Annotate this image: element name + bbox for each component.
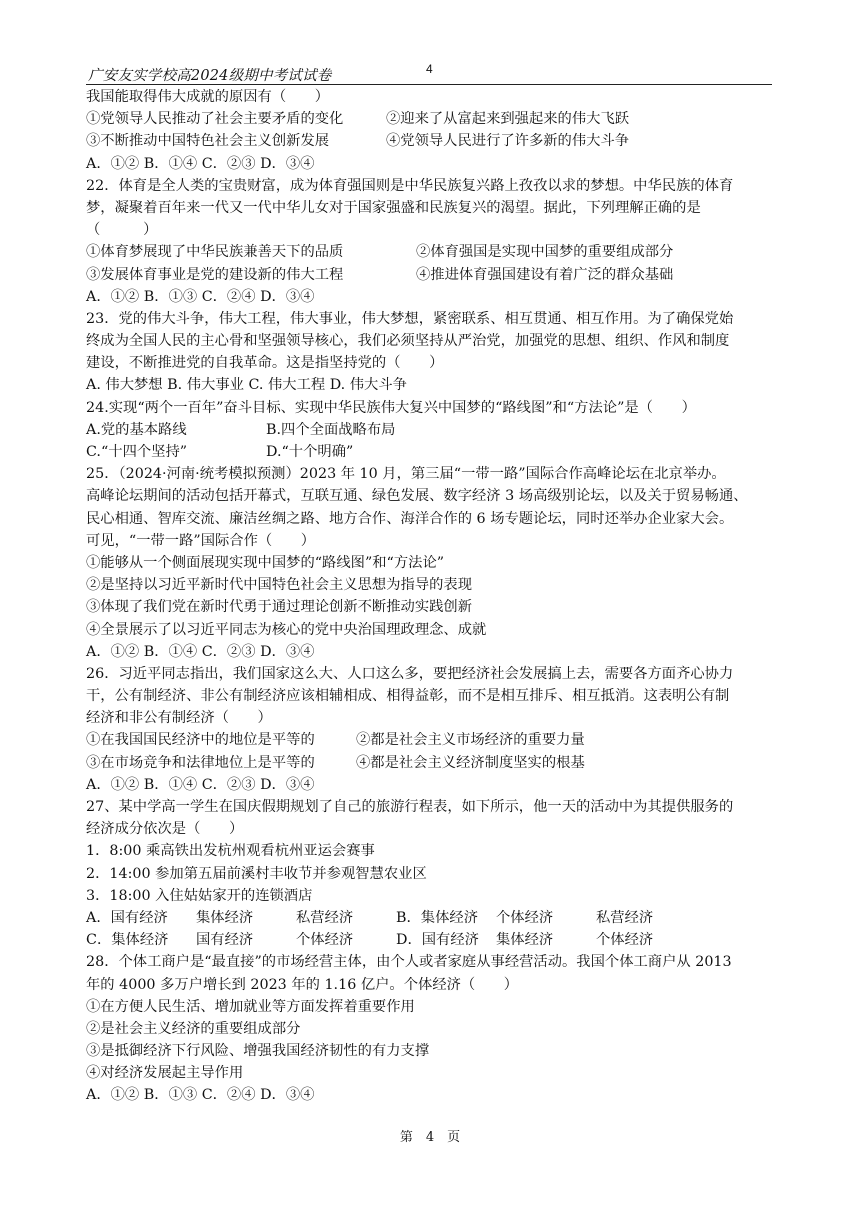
option-text: ①党领导人民推动了社会主要矛盾的变化	[86, 111, 344, 128]
option-text: ②都是社会主义市场经济的重要力量	[356, 732, 585, 749]
option-text: 个体经济	[596, 932, 654, 949]
text-line: A．①② B．①④ C．②③ D．③④	[86, 643, 315, 660]
text-line	[86, 130, 786, 152]
option-text: C.“十四个坚持”	[86, 444, 188, 460]
text-line: 23．党的伟大斗争，伟大工程，伟大事业，伟大梦想，紧密联系、相互贯通、相互作用。为了确保党始	[86, 310, 734, 327]
text-line	[86, 729, 786, 751]
text-line: ①在方便人民生活、增加就业等方面发挥着重要作用	[86, 998, 415, 1015]
text-line: ②是坚持以习近平新时代中国特色社会主义思想为指导的表现	[86, 577, 473, 594]
text-line	[86, 108, 786, 130]
text-line: ③体现了我们党在新时代勇于通过理论创新不断推动实践创新	[86, 599, 473, 616]
option-text: 私营经济	[596, 909, 654, 926]
page-header	[86, 60, 772, 85]
text-line: ③是抵御经济下行风险、增强我国经济韧性的有力支撑	[86, 1043, 430, 1060]
text-line	[86, 752, 786, 774]
text-line: 24.实现“两个一百年”奋斗目标、实现中华民族伟大复兴中国梦的“路线图”和“方法论”是（ ）	[86, 399, 696, 416]
text-line: ④全景展示了以习近平同志为核心的党中央治国理政理念、成就	[86, 621, 487, 638]
option-text: ②体育强国是实现中国梦的重要组成部分	[416, 244, 674, 261]
text-line: ①能够从一个侧面展现实现中国梦的“路线图”和“方法论”	[86, 554, 445, 571]
text-line: 27、某中学高一学生在国庆假期规划了自己的旅游行程表，如下所示，他一天的活动中为其提供服务的	[86, 799, 734, 815]
text-line: A．①② B．①④ C．②③ D．③④	[86, 155, 315, 172]
option-text: ②迎来了从富起来到强起来的伟大飞跃	[386, 111, 630, 128]
option-text: ①在我国国民经济中的地位是平等的	[86, 732, 315, 749]
text-line: （ ）	[86, 222, 158, 239]
option-text: 集体经济	[496, 932, 554, 949]
option-text: 集体经济	[196, 909, 254, 926]
text-line: 26．习近平同志指出，我们国家这么大、人口这么多，要把经济社会发展搞上去，需要各方面齐心协力	[86, 665, 734, 682]
option-text: 个体经济	[496, 909, 554, 926]
text-line: ②是社会主义经济的重要组成部分	[86, 1020, 301, 1037]
header-title: 广安友实学校高2024级期中考试试卷	[88, 68, 332, 84]
text-line	[86, 929, 786, 951]
text-line: 我国能取得伟大成就的原因有（ ）	[86, 89, 330, 105]
option-text: ④都是社会主义经济制度坚实的根基	[356, 754, 585, 771]
option-text: ①体育梦展现了中华民族兼善天下的品质	[86, 244, 344, 261]
option-text: ③发展体育事业是党的建设新的伟大工程	[86, 266, 344, 283]
option-text: C．集体经济	[86, 932, 169, 949]
text-line: 28．个体工商户是“最直接”的市场经营主体，由个人或者家庭从事经营活动。我国个体工商户从 2013	[86, 954, 732, 971]
text-line	[86, 241, 786, 263]
text-line	[86, 264, 786, 286]
option-text: ③不断推动中国特色社会主义创新发展	[86, 133, 330, 150]
option-text: A.党的基本路线	[86, 421, 187, 438]
option-text: B.四个全面战略布局	[266, 421, 396, 438]
option-text: A．国有经济	[86, 909, 168, 926]
text-line: A. 伟大梦想 B. 伟大事业 C. 伟大工程 D. 伟大斗争	[86, 377, 407, 394]
option-text: D．国有经济	[396, 932, 479, 949]
text-line: 1．8:00 乘高铁出发杭州观看杭州亚运会赛事	[86, 843, 375, 860]
text-line: 22．体育是全人类的宝贵财富，成为体育强国则是中华民族复兴路上孜孜以求的梦想。中华民族的体育	[86, 177, 734, 194]
text-line	[86, 441, 786, 463]
option-text: ③在市场竞争和法律地位上是平等的	[86, 754, 315, 771]
text-line	[86, 907, 786, 929]
text-line: 25．（2024·河南·统考模拟预测）2023 年 10 月，第三届“一带一路”国际合作高峰论坛在北京举办。	[86, 466, 726, 483]
text-line: 经济和非公有制经济（ ）	[86, 710, 272, 727]
option-text: 个体经济	[296, 932, 354, 949]
option-text: ④推进体育强国建设有着广泛的群众基础	[416, 266, 674, 283]
text-line: ④对经济发展起主导作用	[86, 1065, 244, 1082]
text-line: 经济成分依次是（ ）	[86, 821, 244, 838]
option-text: 私营经济	[296, 909, 354, 926]
exam-content	[86, 86, 786, 1107]
option-text: D.“十个明确”	[266, 444, 354, 460]
text-line: A．①② B．①③ C．②④ D．③④	[86, 288, 315, 305]
text-line: 可见，“一带一路”国际合作（ ）	[86, 532, 316, 549]
text-line: 建设，不断推进党的自我革命。这是指坚持党的（ ）	[86, 355, 444, 372]
text-line: 梦，凝聚着百年来一代又一代中华儿女对于国家强盛和民族复兴的渴望。据此，下列理解正确的是	[86, 199, 701, 216]
text-line: 干，公有制经济、非公有制经济应该相辅相成、相得益彰，而不是相互排斥、相互抵消。这表明公有制	[86, 688, 730, 705]
text-line: 3．18:00 入住姑姑家开的连锁酒店	[86, 887, 313, 904]
option-text: B．集体经济	[396, 909, 478, 926]
text-line: 终成为全国人民的主心骨和坚强领导核心，我们必须坚持从严治党，加强党的思想、组织、作风和制度	[86, 333, 730, 350]
text-line: A．①② B．①③ C．②④ D．③④	[86, 1087, 315, 1104]
option-text: ④党领导人民进行了许多新的伟大斗争	[386, 133, 630, 150]
text-line: 民心相通、智库交流、廉洁丝绸之路、地方合作、海洋合作的 6 场专题论坛，同时还举办企业家大会。	[86, 510, 734, 527]
text-line: 年的 4000 多万户增长到 2023 年的 1.16 亿户。个体经济（ ）	[86, 976, 519, 993]
option-text: 国有经济	[196, 932, 254, 949]
text-line: A．①② B．①④ C．②③ D．③④	[86, 776, 315, 793]
header-page-number: 4	[426, 62, 433, 76]
text-line	[86, 419, 786, 441]
page-footer: 第 4 页	[399, 1130, 461, 1145]
text-line: 2．14:00 参加第五届前溪村丰收节并参观智慧农业区	[86, 865, 427, 882]
text-line: 高峰论坛期间的活动包括开幕式，互联互通、绿色发展、数字经济 3 场高级别论坛，以及关于贸易畅通、	[86, 488, 748, 505]
